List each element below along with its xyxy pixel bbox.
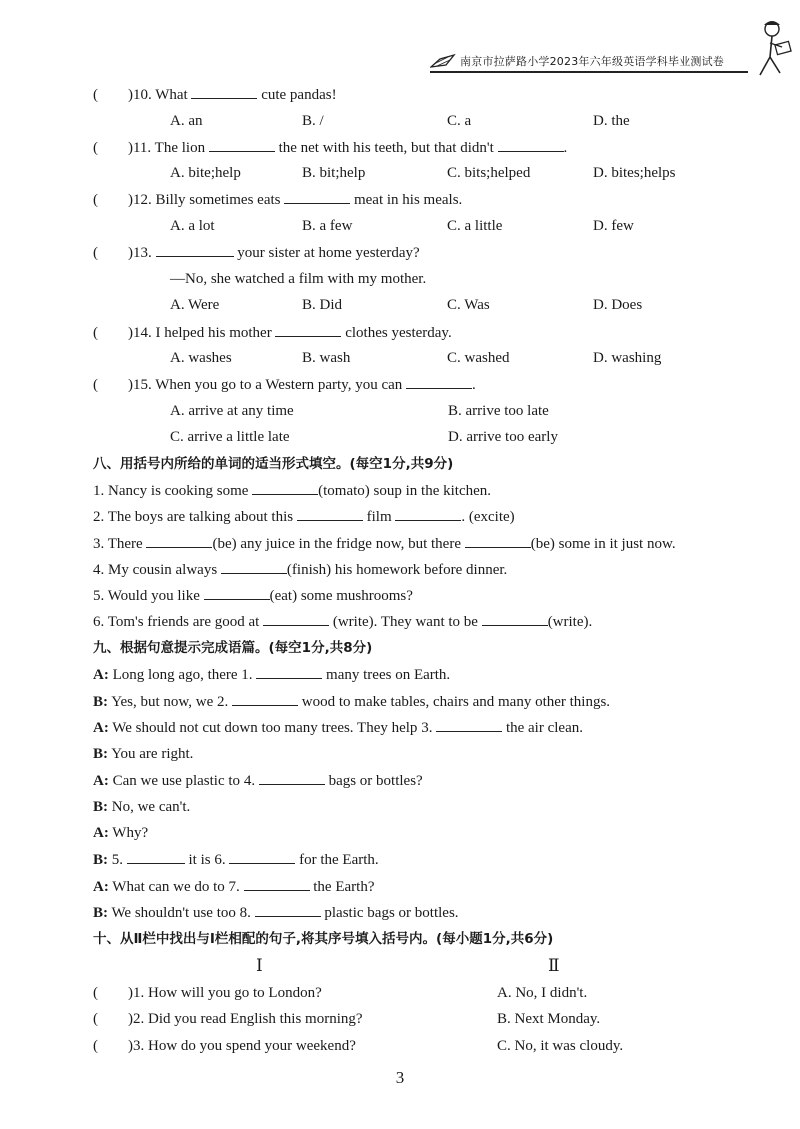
dialogue-line [93, 797, 190, 817]
question-11-stem: ( )11. The lion [93, 140, 209, 156]
answer-blank[interactable] [263, 611, 329, 626]
match-answer: C. No, it was cloudy. [497, 1038, 624, 1054]
column-1-heading: Ⅰ [256, 956, 263, 975]
dialogue-line [93, 823, 148, 843]
answer-blank[interactable] [297, 506, 363, 521]
speaker-label: B: [93, 746, 108, 762]
answer-blank[interactable] [284, 189, 350, 204]
blank-number: 5. [111, 852, 127, 868]
question-14-stem-end: clothes yesterday. [341, 325, 452, 341]
line-text: the Earth? [309, 879, 375, 895]
option-d: D. few [593, 218, 634, 234]
speaker-label: A: [93, 667, 109, 683]
option-a: A. Were [170, 297, 220, 313]
speaker-label: A: [93, 720, 109, 736]
dialogue-line [93, 770, 423, 791]
answer-blank[interactable] [256, 664, 322, 679]
option-b: B. arrive too late [448, 403, 549, 419]
reading-figure-icon [750, 15, 798, 83]
item-text: (finish) his homework before dinner. [286, 562, 508, 578]
line-text: plastic bags or bottles. [320, 905, 459, 921]
section-8-title: 八、用括号内所给的单词的适当形式填空。(每空1分,共9分) [93, 456, 454, 472]
question-13-response: —No, she watched a film with my mother. [170, 271, 427, 287]
question-15-stem-end: . [472, 377, 476, 393]
option-a: A. bite;help [170, 165, 241, 181]
line-text: for the Earth. [295, 852, 379, 868]
speaker-label: A: [93, 825, 109, 841]
answer-blank[interactable] [259, 770, 325, 785]
blank-number: 6. [214, 852, 230, 868]
speaker-label: A: [93, 879, 109, 895]
option-b: B. a few [302, 218, 353, 234]
question-10-stem-end: cute pandas! [257, 87, 337, 103]
option-c: C. arrive a little late [170, 429, 290, 445]
sec8-item-5 [93, 585, 413, 606]
speaker-label: A: [93, 773, 109, 789]
blank-number: 2. [217, 694, 233, 710]
question-11-stem-mid: the net with his teeth, but that didn't [274, 140, 498, 156]
question-14 [93, 322, 452, 343]
dialogue-line [93, 691, 610, 712]
match-answer: A. No, I didn't. [497, 985, 588, 1001]
speaker-label: B: [93, 852, 108, 868]
option-b: B. bit;help [302, 165, 366, 181]
blank-number: 4. [243, 773, 259, 789]
option-d: D. bites;helps [593, 165, 676, 181]
option-a: A. washes [170, 350, 232, 366]
header-rule [430, 71, 748, 73]
option-c: C. Was [447, 297, 490, 313]
question-13 [93, 242, 420, 263]
question-10-stem: ( )10. What [93, 87, 192, 103]
question-12 [93, 189, 462, 210]
dialogue-line [93, 664, 450, 685]
line-text: the air clean. [502, 720, 583, 736]
answer-blank[interactable] [229, 849, 295, 864]
option-b: B. wash [302, 350, 351, 366]
blank-number: 8. [239, 905, 255, 921]
answer-blank[interactable] [275, 322, 341, 337]
question-10 [93, 84, 337, 105]
line-text: it is [184, 852, 215, 868]
speaker-label: B: [93, 905, 108, 921]
match-answer: B. Next Monday. [497, 1011, 601, 1027]
line-text: wood to make tables, chairs and many other things. [298, 694, 611, 710]
sec8-item-6 [93, 611, 592, 632]
answer-blank[interactable] [244, 876, 310, 891]
item-text: 3. There [93, 536, 147, 552]
answer-blank[interactable] [255, 902, 321, 917]
item-text: 2. The boys are talking about this [93, 509, 297, 525]
answer-blank[interactable] [232, 691, 298, 706]
speaker-label: B: [93, 694, 108, 710]
answer-blank[interactable] [191, 84, 257, 99]
option-d: D. the [593, 113, 630, 129]
option-c: C. a little [447, 218, 503, 234]
speaker-label: B: [93, 799, 108, 815]
line-text: Can we use plastic to [108, 773, 244, 789]
answer-blank[interactable] [204, 585, 270, 600]
blank-number: 7. [228, 879, 244, 895]
option-d: D. Does [593, 297, 643, 313]
question-15-stem: ( )15. When you go to a Western party, you can [93, 377, 407, 393]
item-text: (write). [547, 614, 593, 630]
answer-blank[interactable] [146, 533, 212, 548]
line-text: many trees on Earth. [322, 667, 451, 683]
item-text: (tomato) soup in the kitchen. [318, 483, 492, 499]
answer-blank[interactable] [406, 374, 472, 389]
line-text: What can we do to [108, 879, 229, 895]
answer-blank[interactable] [436, 717, 502, 732]
sec8-item-3 [93, 533, 676, 554]
option-d: D. washing [593, 350, 662, 366]
line-text: Why? [108, 825, 149, 841]
item-text: film [362, 509, 396, 525]
answer-blank[interactable] [221, 559, 287, 574]
item-text: 1. Nancy is cooking some [93, 483, 253, 499]
item-text: (be) some in it just now. [530, 536, 676, 552]
answer-blank[interactable] [209, 137, 275, 152]
item-text: (write). They want to be [329, 614, 482, 630]
page-number: 3 [395, 1068, 405, 1087]
option-a: A. a lot [170, 218, 215, 234]
option-a: A. an [170, 113, 203, 129]
match-question: ( )2. Did you read English this morning? [93, 1011, 363, 1027]
question-11-stem-end: . [563, 140, 568, 156]
line-text: We shouldn't use too [108, 905, 240, 921]
sec8-item-1 [93, 480, 491, 501]
question-13-stem-end: your sister at home yesterday? [233, 245, 420, 261]
answer-blank[interactable] [498, 137, 564, 152]
line-text: You are right. [108, 746, 194, 762]
section-9-title: 九、根据句意提示完成语篇。(每空1分,共8分) [93, 640, 373, 656]
answer-blank[interactable] [156, 242, 234, 257]
option-a: A. arrive at any time [170, 403, 294, 419]
answer-blank[interactable] [252, 480, 318, 495]
option-c: C. a [447, 113, 472, 129]
line-text: Long long ago, there [108, 667, 242, 683]
answer-blank[interactable] [465, 533, 531, 548]
question-14-stem: ( )14. I helped his mother [93, 325, 276, 341]
item-text: 6. Tom's friends are good at [93, 614, 264, 630]
question-15 [93, 374, 476, 395]
option-b: B. / [302, 113, 324, 129]
question-12-stem: ( )12. Billy sometimes eats [93, 192, 285, 208]
page-header [430, 47, 770, 77]
item-text: 5. Would you like [93, 588, 204, 604]
option-b: B. Did [302, 297, 343, 313]
line-text: bags or bottles? [324, 773, 423, 789]
item-text: 4. My cousin always [93, 562, 221, 578]
question-12-stem-end: meat in his meals. [350, 192, 463, 208]
question-13-stem: ( )13. [93, 245, 156, 261]
blank-number: 1. [241, 667, 257, 683]
answer-blank[interactable] [127, 849, 185, 864]
answer-blank[interactable] [395, 506, 461, 521]
answer-blank[interactable] [482, 611, 548, 626]
dialogue-line [93, 902, 459, 923]
line-text: No, we can't. [108, 799, 191, 815]
column-2-heading: Ⅱ [548, 956, 560, 975]
dialogue-line [93, 876, 374, 897]
line-text: We should not cut down too many trees. They help [108, 720, 422, 736]
line-text: Yes, but now, we [108, 694, 218, 710]
sec8-item-4 [93, 559, 507, 580]
dialogue-line [93, 717, 583, 738]
option-d: D. arrive too early [448, 429, 558, 445]
book-logo-icon [430, 51, 456, 71]
item-text: (be) any juice in the fridge now, but there [212, 536, 465, 552]
option-c: C. bits;helped [447, 165, 531, 181]
match-question: ( )1. How will you go to London? [93, 985, 322, 1001]
item-text: . (excite) [461, 509, 515, 525]
blank-number: 3. [421, 720, 437, 736]
match-question: ( )3. How do you spend your weekend? [93, 1038, 356, 1054]
question-11 [93, 137, 567, 158]
header-title: 南京市拉萨路小学2023年六年级英语学科毕业测试卷 [460, 55, 724, 68]
dialogue-line [93, 849, 379, 870]
section-10-title: 十、从Ⅱ栏中找出与Ⅰ栏相配的句子,将其序号填入括号内。(每小题1分,共6分) [93, 931, 554, 947]
item-text: (eat) some mushrooms? [269, 588, 413, 604]
option-c: C. washed [447, 350, 510, 366]
dialogue-line [93, 744, 193, 764]
sec8-item-2 [93, 506, 515, 527]
